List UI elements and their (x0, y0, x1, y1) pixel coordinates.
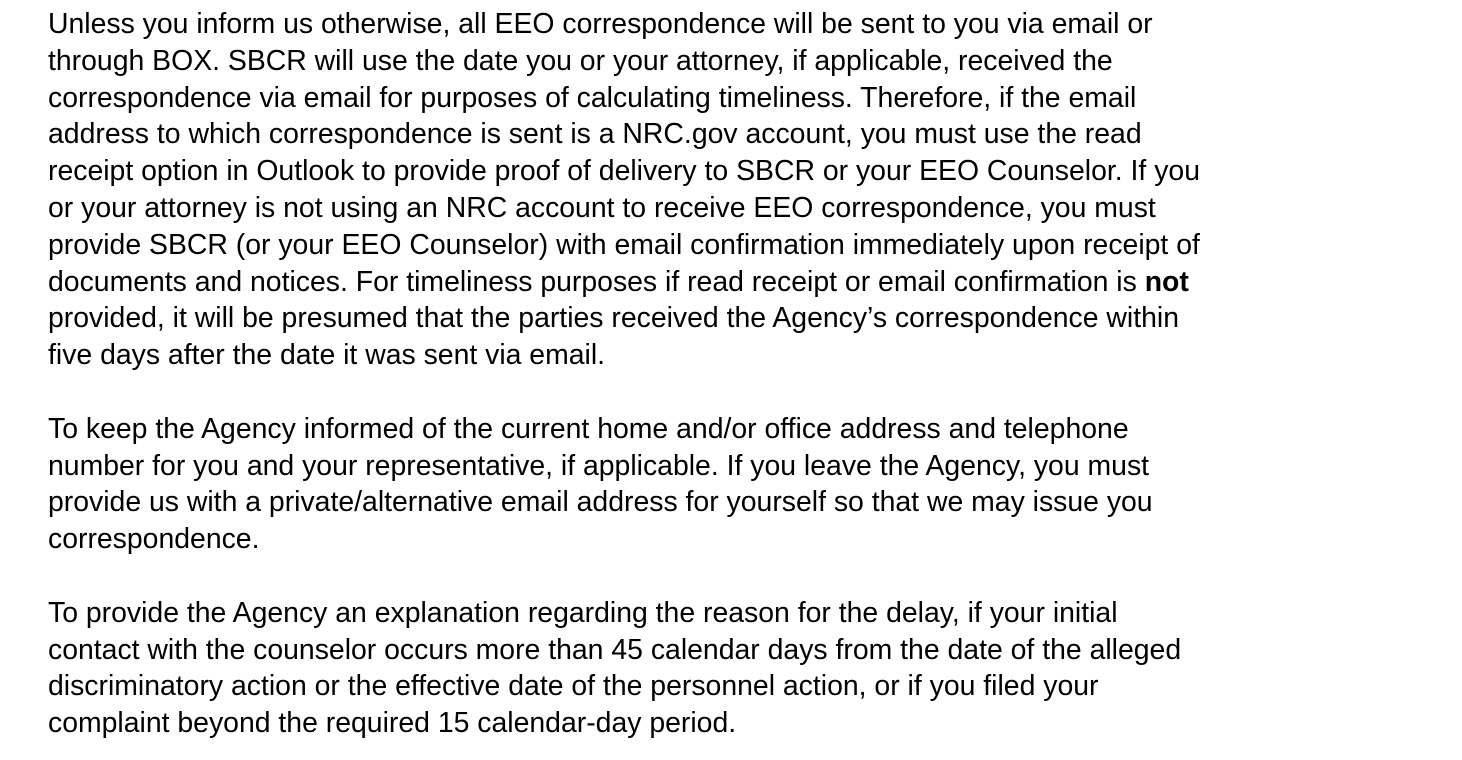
paragraph-eeo-correspondence (48, 6, 1378, 374)
text-line: number for you and your representative, if applicable. If you leave the Agency, you must (48, 449, 1150, 482)
text-line: address to which correspondence is sent is a NRC.gov account, you must use the read (48, 118, 1142, 151)
document-body (48, 6, 1378, 742)
text-line: To provide the Agency an explanation regarding the reason for the delay, if your initial (48, 596, 1118, 629)
text-line: discriminatory action or the effective date of the personnel action, or if you filed your (48, 670, 1099, 703)
text-line: complaint beyond the required 15 calendar-day period. (48, 707, 737, 740)
text-line: through BOX. SBCR will use the date you or your attorney, if applicable, received the (48, 44, 1113, 77)
paragraph-keep-agency-informed (48, 411, 1378, 558)
text-line: five days after the date it was sent via email. (48, 339, 606, 372)
text-line-with-emphasis (48, 264, 1378, 301)
text-line: or your attorney is not using an NRC account to receive EEO correspondence, you must (48, 191, 1156, 224)
text-line: To keep the Agency informed of the current home and/or office address and telephone (48, 412, 1129, 445)
text-line: provided, it will be presumed that the parties received the Agency’s correspondence within (48, 302, 1180, 335)
emphasis-not: not (1144, 265, 1189, 298)
paragraph-spacer (48, 558, 1378, 595)
text-line: correspondence via email for purposes of calculating timeliness. Therefore, if the email (48, 81, 1137, 114)
text-line: contact with the counselor occurs more than 45 calendar days from the date of the alleged (48, 633, 1182, 666)
text-segment: documents and notices. For timeliness purposes if read receipt or email confirmation is (48, 265, 1145, 298)
text-line: provide us with a private/alternative email address for yourself so that we may issue you (48, 486, 1153, 519)
text-line: receipt option in Outlook to provide proof of delivery to SBCR or your EEO Counselor. If you (48, 155, 1200, 188)
paragraph-spacer (48, 374, 1378, 411)
text-line: Unless you inform us otherwise, all EEO correspondence will be sent to you via email or (48, 8, 1153, 40)
text-line: provide SBCR (or your EEO Counselor) with email confirmation immediately upon receipt of (48, 228, 1200, 261)
paragraph-delay-explanation (48, 595, 1378, 742)
text-line: correspondence. (48, 523, 260, 556)
